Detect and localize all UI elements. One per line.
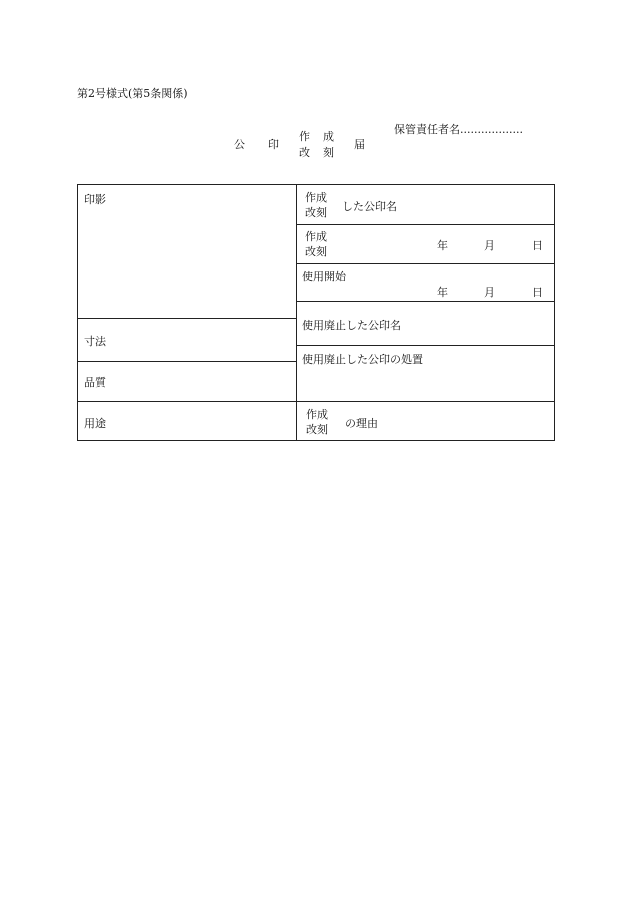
divider-left-1 (78, 318, 296, 319)
row6-revise: 改刻 (306, 423, 328, 436)
cell-material: 品質 (84, 376, 106, 389)
row6-make: 作成 (306, 408, 328, 421)
divider-right-5 (296, 401, 554, 402)
row1-seal-name-label: した公印名 (342, 200, 397, 213)
row1-make: 作成 (305, 191, 327, 204)
divider-right-1 (296, 224, 554, 225)
divider-left-2 (78, 361, 296, 362)
title-char-todoke: 届 (354, 138, 365, 151)
row4-abolished-name: 使用廃止した公印名 (302, 319, 401, 332)
title-char-ko: 公 (234, 138, 245, 151)
row2-day: 日 (532, 239, 543, 252)
divider-right-4 (296, 345, 554, 346)
row3-day: 日 (532, 286, 543, 299)
row2-month: 月 (484, 239, 495, 252)
row1-make-revise (305, 190, 327, 220)
row2-make-revise (305, 229, 327, 259)
form-table (77, 184, 555, 441)
cell-dimensions: 寸法 (84, 335, 106, 348)
row6-make-revise (306, 407, 328, 437)
row5-abolished-disposal: 使用廃止した公印の処置 (302, 353, 423, 366)
title-make-2: 成 (323, 130, 334, 143)
title-make-1: 作 (299, 130, 310, 143)
row6-reason-label: の理由 (345, 417, 378, 430)
row2-revise: 改刻 (305, 245, 327, 258)
divider-right-3 (296, 301, 554, 302)
title-revise-2: 刻 (323, 146, 334, 159)
supervisor-field (394, 121, 523, 137)
row1-revise: 改刻 (305, 206, 327, 219)
title-revise-1: 改 (299, 146, 310, 159)
form-number: 第2号様式(第5条関係) (77, 87, 188, 100)
row2-year: 年 (437, 239, 448, 252)
supervisor-label: 保管責任者名 (394, 123, 460, 136)
cell-impression: 印影 (84, 193, 106, 206)
divider-left-3 (78, 401, 296, 402)
row2-make: 作成 (305, 230, 327, 243)
cell-purpose: 用途 (84, 417, 106, 430)
divider-right-2 (296, 263, 554, 264)
supervisor-dots: .................. (460, 123, 523, 136)
title-char-in: 印 (268, 138, 279, 151)
row3-year: 年 (437, 286, 448, 299)
row3-month: 月 (484, 286, 495, 299)
row3-use-start: 使用開始 (302, 270, 346, 283)
